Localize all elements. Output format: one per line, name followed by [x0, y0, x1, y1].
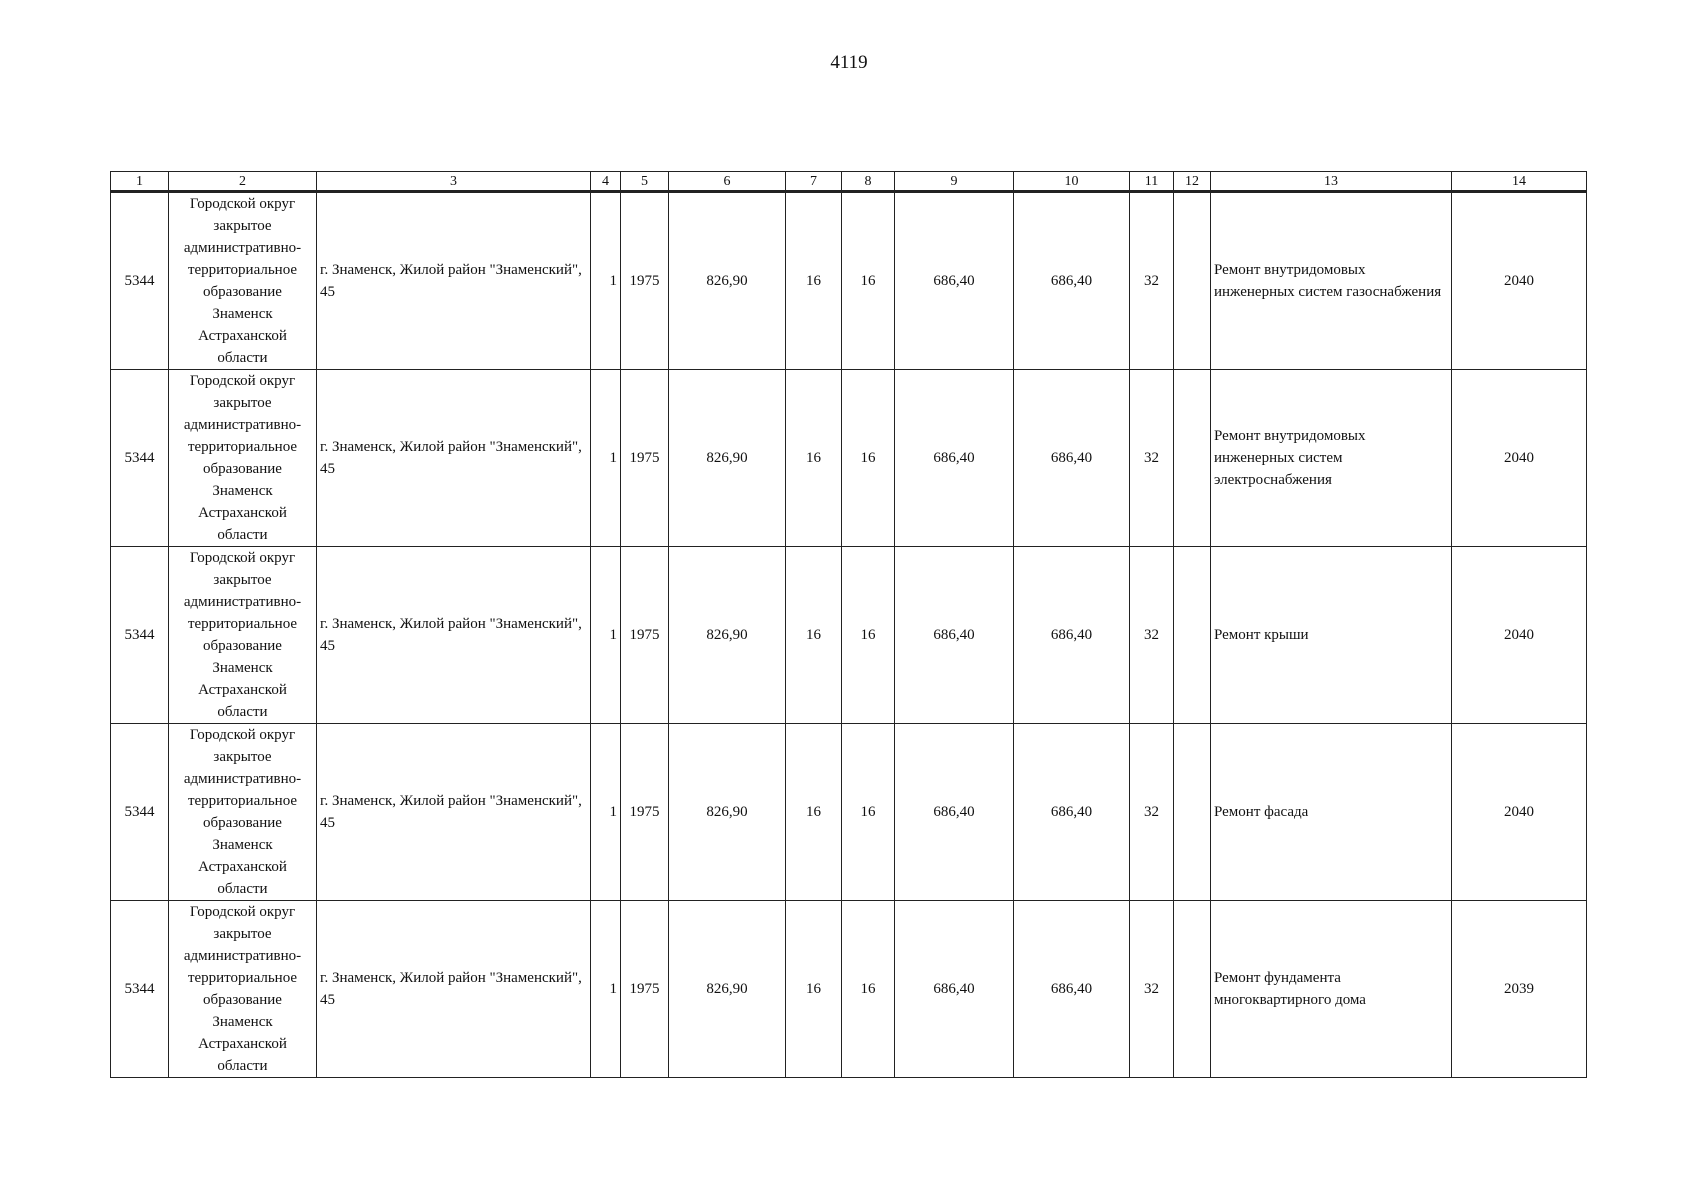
- col14-cell: 2039: [1452, 901, 1587, 1078]
- col7-cell: 16: [786, 901, 842, 1078]
- col7-cell: 16: [786, 724, 842, 901]
- data-table: [110, 171, 1587, 1078]
- col6-cell: 826,90: [669, 724, 786, 901]
- column-header-12: 12: [1174, 172, 1211, 192]
- col10-cell: 686,40: [1014, 901, 1130, 1078]
- table-row: [111, 901, 1587, 1078]
- col9-cell: 686,40: [895, 370, 1014, 547]
- year-cell: 1975: [621, 547, 669, 724]
- col6-cell: 826,90: [669, 370, 786, 547]
- address-cell: г. Знаменск, Жилой район "Знаменский", 45: [317, 547, 591, 724]
- col14-cell: 2040: [1452, 370, 1587, 547]
- col12-cell: [1174, 547, 1211, 724]
- municipality-cell: Городской округ закрытое административно-территориальное образование Знаменск Астраханской области: [169, 724, 317, 901]
- column-header-7: 7: [786, 172, 842, 192]
- table-header-row: [111, 172, 1587, 192]
- col8-cell: 16: [842, 724, 895, 901]
- col7-cell: 16: [786, 547, 842, 724]
- table-row: [111, 192, 1587, 370]
- col8-cell: 16: [842, 192, 895, 370]
- col10-cell: 686,40: [1014, 370, 1130, 547]
- col6-cell: 826,90: [669, 192, 786, 370]
- col11-cell: 32: [1130, 547, 1174, 724]
- col4-cell: 1: [591, 192, 621, 370]
- year-cell: 1975: [621, 901, 669, 1078]
- col9-cell: 686,40: [895, 192, 1014, 370]
- address-cell: г. Знаменск, Жилой район "Знаменский", 45: [317, 192, 591, 370]
- table-row: [111, 724, 1587, 901]
- col11-cell: 32: [1130, 724, 1174, 901]
- col12-cell: [1174, 192, 1211, 370]
- column-header-13: 13: [1211, 172, 1452, 192]
- municipality-cell: Городской округ закрытое административно-территориальное образование Знаменск Астраханской области: [169, 547, 317, 724]
- col6-cell: 826,90: [669, 901, 786, 1078]
- col14-cell: 2040: [1452, 192, 1587, 370]
- row-id-cell: 5344: [111, 370, 169, 547]
- work-type-cell: Ремонт фасада: [1211, 724, 1452, 901]
- col12-cell: [1174, 370, 1211, 547]
- col11-cell: 32: [1130, 370, 1174, 547]
- col4-cell: 1: [591, 724, 621, 901]
- column-header-14: 14: [1452, 172, 1587, 192]
- column-header-11: 11: [1130, 172, 1174, 192]
- municipality-cell: Городской округ закрытое административно-территориальное образование Знаменск Астраханской области: [169, 192, 317, 370]
- column-header-1: 1: [111, 172, 169, 192]
- year-cell: 1975: [621, 192, 669, 370]
- col4-cell: 1: [591, 547, 621, 724]
- col8-cell: 16: [842, 901, 895, 1078]
- col11-cell: 32: [1130, 192, 1174, 370]
- municipality-cell: Городской округ закрытое административно-территориальное образование Знаменск Астраханской области: [169, 370, 317, 547]
- col9-cell: 686,40: [895, 724, 1014, 901]
- column-header-4: 4: [591, 172, 621, 192]
- col8-cell: 16: [842, 547, 895, 724]
- table-row: [111, 547, 1587, 724]
- col10-cell: 686,40: [1014, 724, 1130, 901]
- col8-cell: 16: [842, 370, 895, 547]
- row-id-cell: 5344: [111, 547, 169, 724]
- column-header-6: 6: [669, 172, 786, 192]
- col9-cell: 686,40: [895, 547, 1014, 724]
- col4-cell: 1: [591, 901, 621, 1078]
- col14-cell: 2040: [1452, 724, 1587, 901]
- col12-cell: [1174, 724, 1211, 901]
- column-header-10: 10: [1014, 172, 1130, 192]
- column-header-8: 8: [842, 172, 895, 192]
- col9-cell: 686,40: [895, 901, 1014, 1078]
- page-number: 4119: [830, 52, 868, 73]
- work-type-cell: Ремонт внутридомовых инженерных систем электроснабжения: [1211, 370, 1452, 547]
- row-id-cell: 5344: [111, 901, 169, 1078]
- address-cell: г. Знаменск, Жилой район "Знаменский", 45: [317, 370, 591, 547]
- col10-cell: 686,40: [1014, 547, 1130, 724]
- row-id-cell: 5344: [111, 192, 169, 370]
- col7-cell: 16: [786, 370, 842, 547]
- row-id-cell: 5344: [111, 724, 169, 901]
- column-header-5: 5: [621, 172, 669, 192]
- work-type-cell: Ремонт крыши: [1211, 547, 1452, 724]
- col11-cell: 32: [1130, 901, 1174, 1078]
- year-cell: 1975: [621, 370, 669, 547]
- work-type-cell: Ремонт фундамента многоквартирного дома: [1211, 901, 1452, 1078]
- column-header-9: 9: [895, 172, 1014, 192]
- col4-cell: 1: [591, 370, 621, 547]
- col14-cell: 2040: [1452, 547, 1587, 724]
- col7-cell: 16: [786, 192, 842, 370]
- col12-cell: [1174, 901, 1211, 1078]
- table-row: [111, 370, 1587, 547]
- year-cell: 1975: [621, 724, 669, 901]
- col10-cell: 686,40: [1014, 192, 1130, 370]
- address-cell: г. Знаменск, Жилой район "Знаменский", 45: [317, 901, 591, 1078]
- municipality-cell: Городской округ закрытое административно-территориальное образование Знаменск Астраханской области: [169, 901, 317, 1078]
- column-header-2: 2: [169, 172, 317, 192]
- col6-cell: 826,90: [669, 547, 786, 724]
- address-cell: г. Знаменск, Жилой район "Знаменский", 45: [317, 724, 591, 901]
- column-header-3: 3: [317, 172, 591, 192]
- work-type-cell: Ремонт внутридомовых инженерных систем газоснабжения: [1211, 192, 1452, 370]
